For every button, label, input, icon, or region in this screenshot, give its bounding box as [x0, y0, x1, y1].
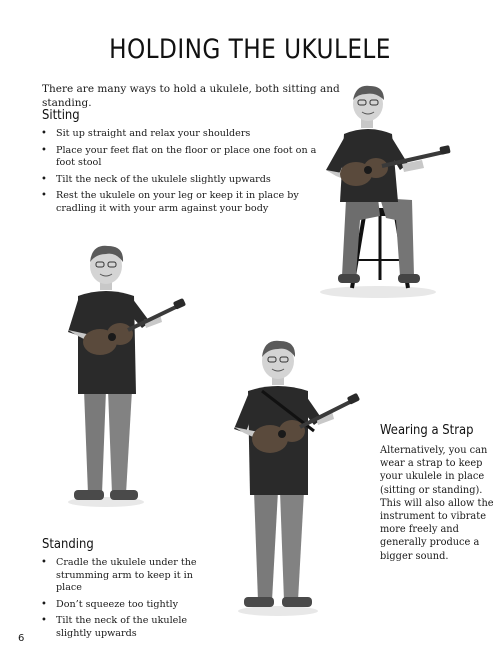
strap-text: Alternatively, you can wear a strap to keep your ukulele in place (sitting or standing). This will also allow the instrument to vibrate more freely and generally produce a bigger sound. [380, 445, 494, 562]
strap-heading: Wearing a Strap [380, 422, 474, 438]
sitting-bullet: • Place your feet flat on the floor or place one foot on a foot stool [40, 145, 322, 170]
sitting-bullets [40, 128, 322, 219]
page-title: HOLDING THE UKULELE [109, 34, 391, 65]
standing-bullet: • Tilt the neck of the ukulele slightly upwards [40, 615, 220, 640]
standing-bullet: • Don’t squeeze too tightly [40, 599, 220, 612]
sitting-photo [316, 80, 466, 300]
intro-text: There are many ways to hold a ukulele, both sitting and standing. [42, 83, 340, 109]
standing-photo [60, 240, 200, 510]
sitting-bullet: • Rest the ukulele on your leg or keep it in place by cradling it with your arm against your body [40, 190, 322, 215]
page-number: 6 [18, 633, 25, 644]
standing-heading: Standing [42, 536, 94, 552]
standing-bullet: • Cradle the ukulele under the strumming arm to keep it in place [40, 557, 220, 595]
sitting-bullet: • Tilt the neck of the ukulele slightly upwards [40, 174, 322, 187]
sitting-bullet: • Sit up straight and relax your shoulders [40, 128, 322, 141]
strap-photo [222, 335, 367, 620]
sitting-heading: Sitting [42, 107, 80, 123]
standing-bullets [40, 557, 220, 644]
